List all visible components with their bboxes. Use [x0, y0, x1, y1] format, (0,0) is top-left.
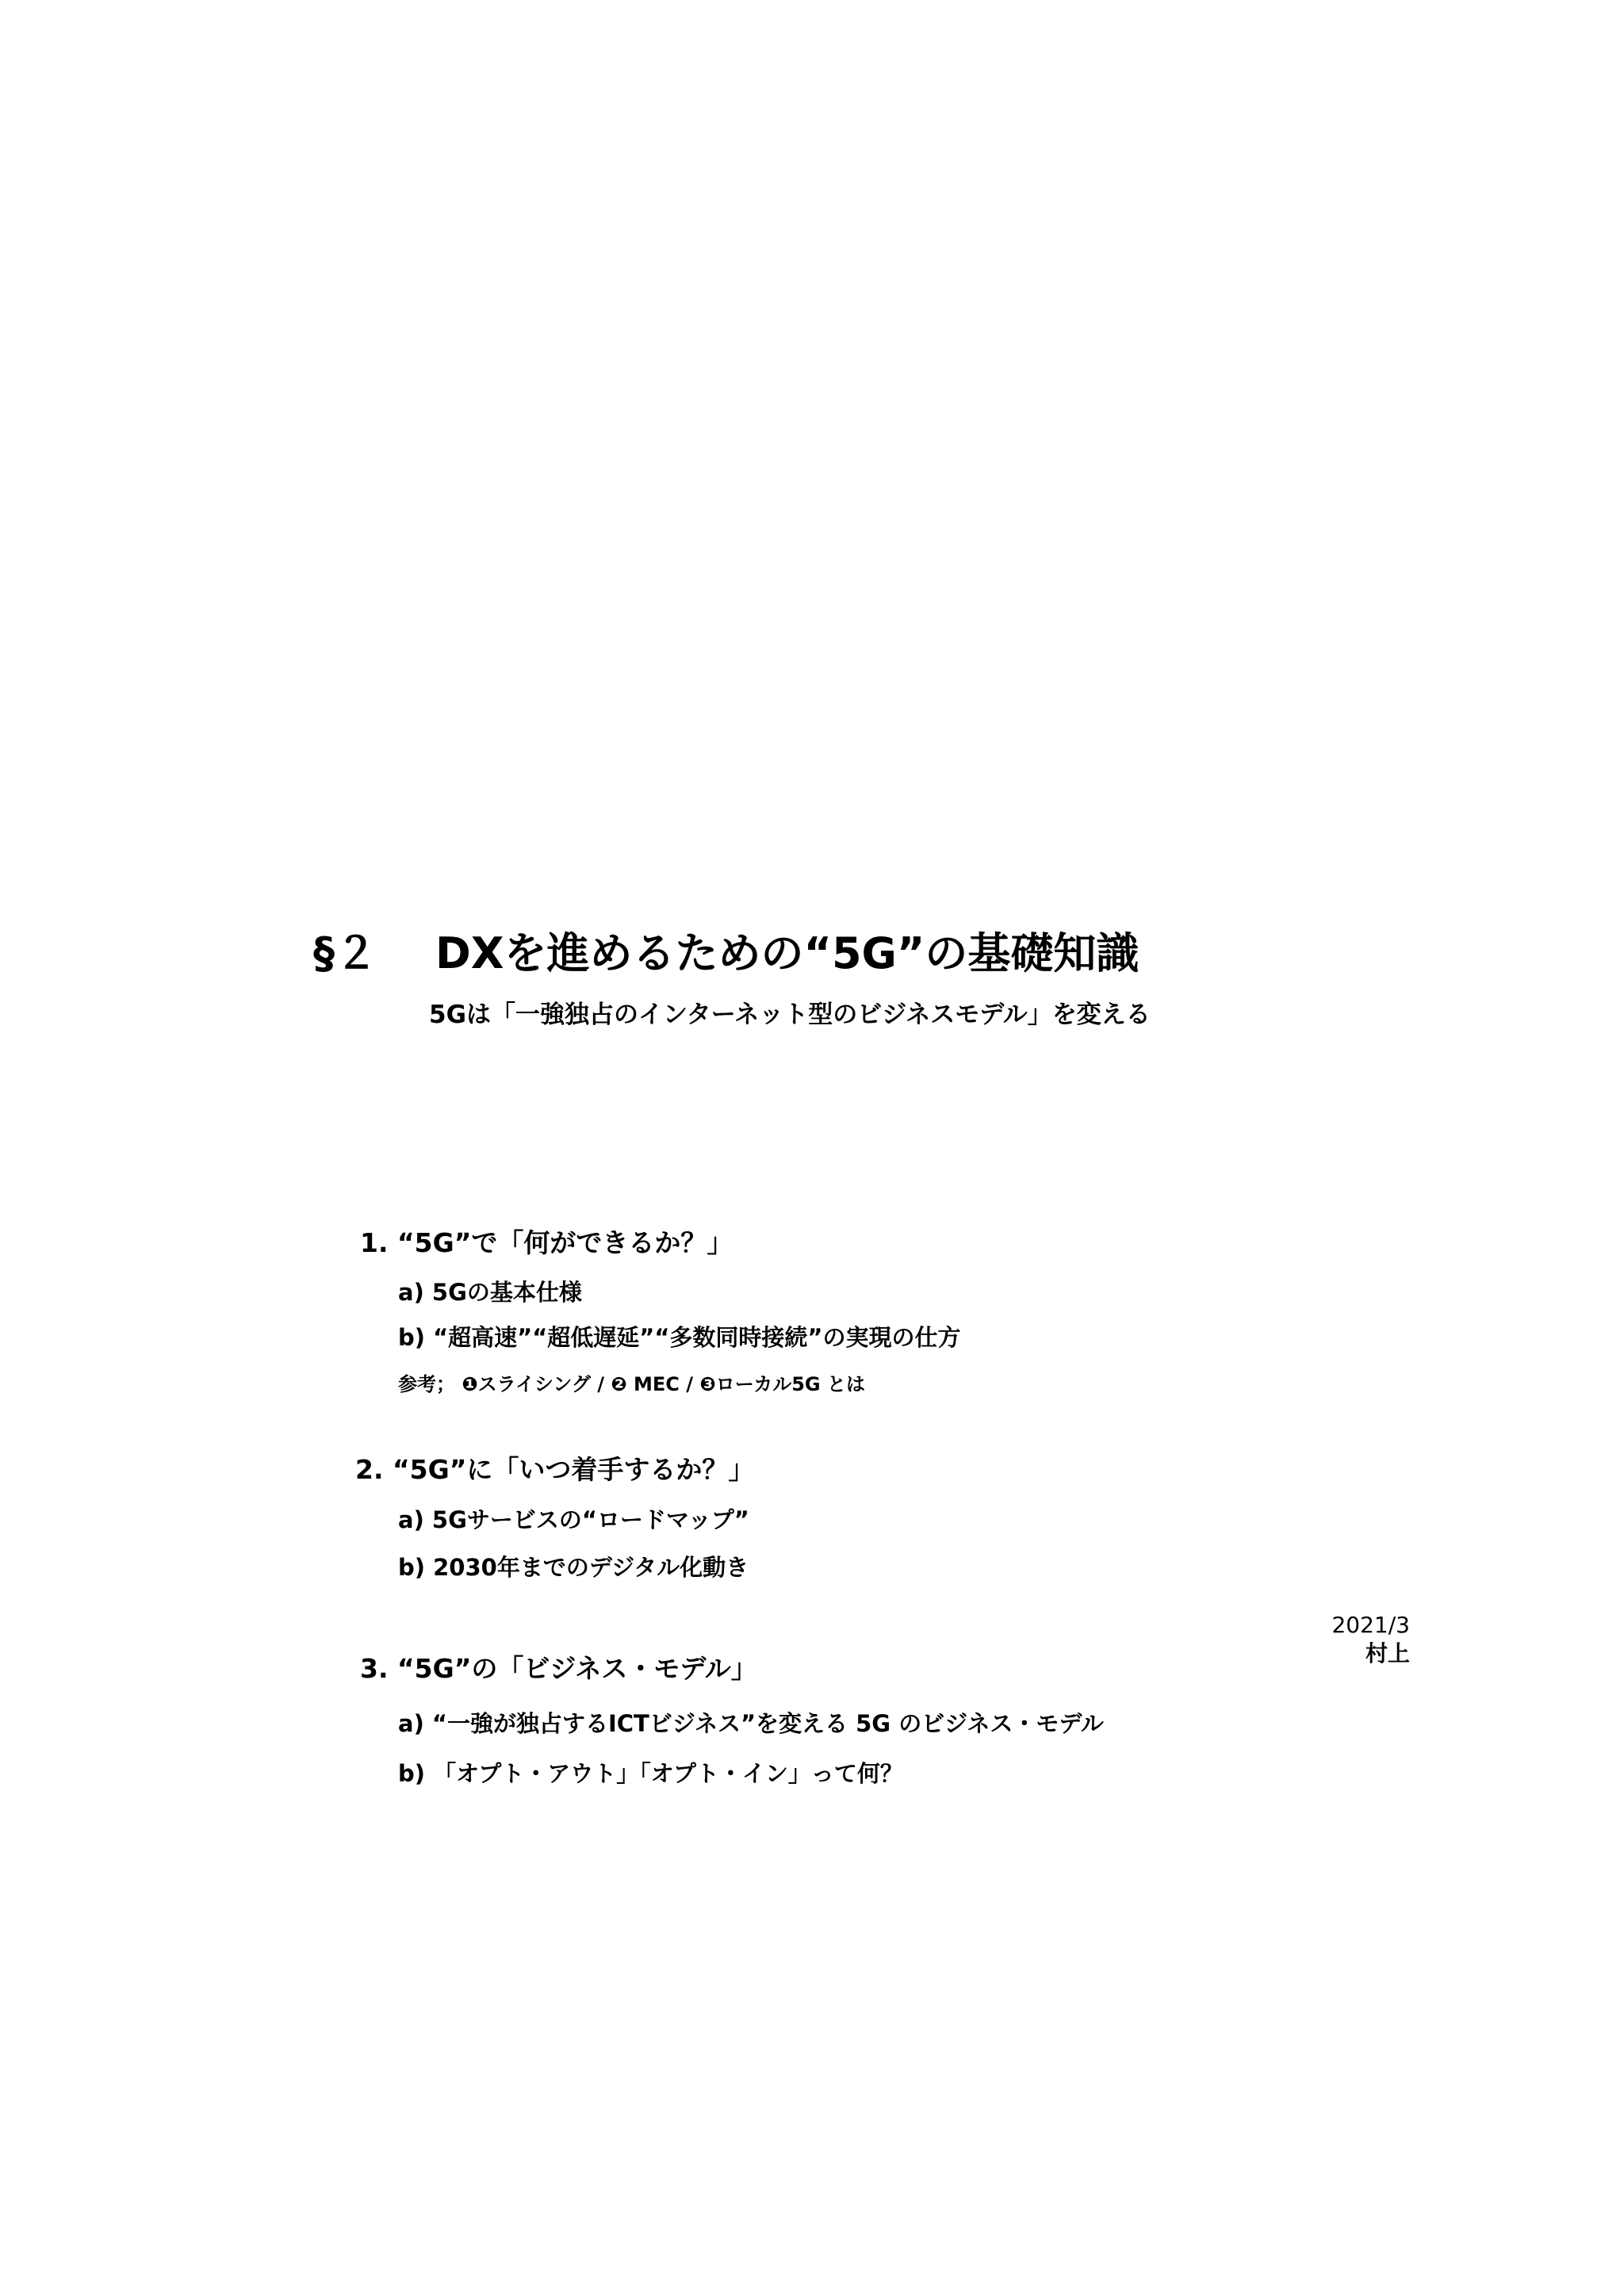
- section-1-item-a: a) 5Gの基本仕様: [398, 1279, 582, 1306]
- section-2-heading: 2. “5G”に「いつ着手するか？」: [355, 1454, 755, 1485]
- section-1-heading: 1. “5G”で「何ができるか？」: [360, 1227, 733, 1258]
- section-3-item-b: b) 「オプト・アウト」「オプト・イン」って何？: [398, 1760, 903, 1787]
- section-3-heading: 3. “5G”の「ビジネス・モデル」: [360, 1653, 757, 1684]
- section-2-item-b: b) 2030年までのデジタル化動き: [398, 1554, 749, 1581]
- title-text: DXを進めるための“5G”の基礎知識: [435, 928, 1139, 978]
- section-1-item-b: b) “超高速”“超低遅延”“多数同時接続”の実現の仕方: [398, 1324, 961, 1351]
- footer: [1331, 1611, 1410, 1668]
- footer-author: 村上: [1365, 1640, 1410, 1667]
- document-subtitle: 5Gは「一強独占のインターネット型のビジネスモデル」を変える: [429, 1001, 1151, 1029]
- section-number: §２: [313, 928, 377, 978]
- document-title: [313, 926, 1139, 982]
- section-1-reference-note: 参考； ❶スライシング / ❷ MEC / ❸ローカル5G とは: [398, 1373, 865, 1395]
- footer-date: 2021/3: [1331, 1612, 1410, 1638]
- section-2-item-a: a) 5Gサービスの“ロードマップ”: [398, 1506, 749, 1533]
- section-3-item-a: a) “一強が独占するICTビジネス”を変える 5G のビジネス・モデル: [398, 1710, 1104, 1737]
